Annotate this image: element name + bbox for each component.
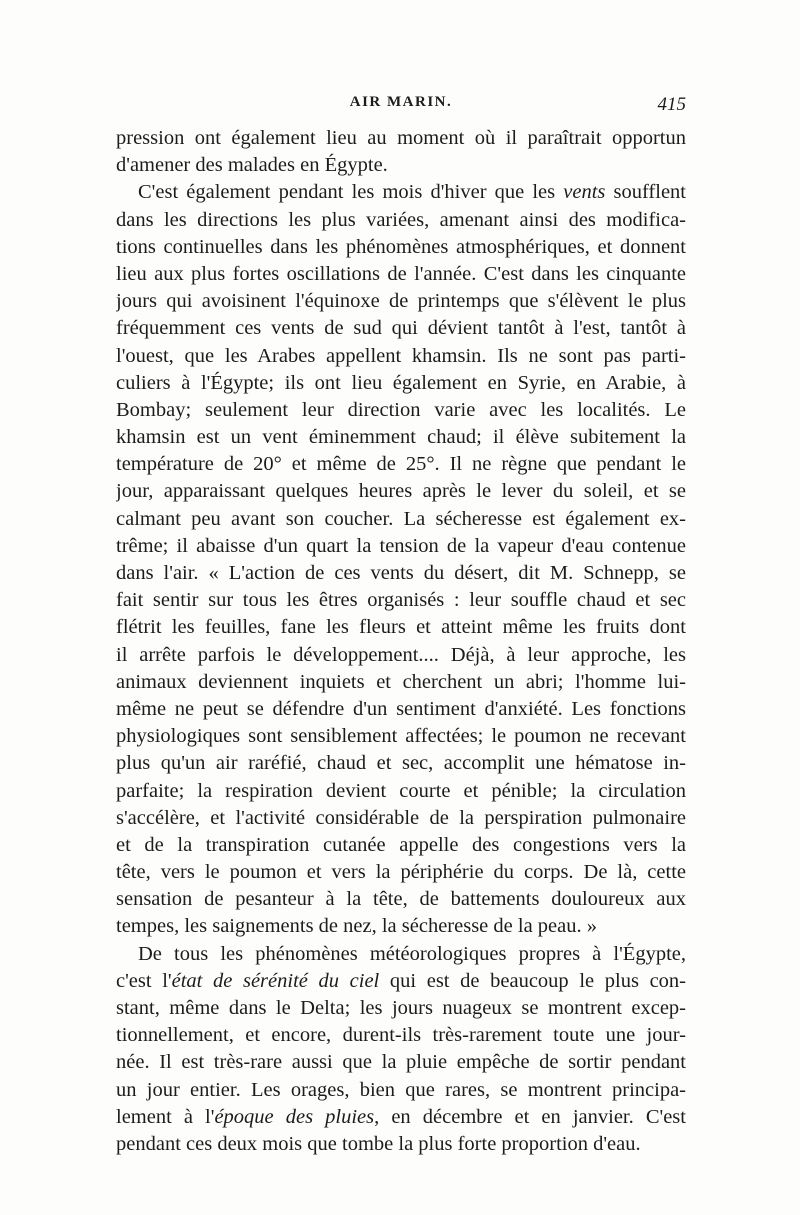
text-segment: jours qui avoisinent l'équinoxe de printemps que s'élèvent le plus [116,290,686,313]
text-segment: s'accélère, et l'activité considérable de la perspiration pulmonaire [116,806,686,829]
text-segment: parfaite; la respiration devient courte et pénible; la circulation [116,779,686,802]
text-segment: calmant peu avant son coucher. La sécheresse est également ex- [116,507,686,530]
text-segment: Bombay; seulement leur direction varie avec les localités. Le [116,398,686,421]
text-line [116,234,686,261]
text-line [116,750,686,777]
text-segment: De tous les phénomènes météorologiques propres à l'Égypte, [138,942,686,965]
text-line [116,696,686,723]
italic-text: vents [563,181,606,204]
body-text [116,125,686,1158]
text-line [116,614,686,641]
text-segment: l'ouest, que les Arabes appellent khamsin. Ils ne sont pas parti- [116,344,686,367]
text-segment: c'est l' [116,969,172,992]
text-segment: culiers à l'Égypte; ils ont lieu également en Syrie, en Arabie, à [116,371,686,394]
text-line [116,805,686,832]
text-segment: , en décembre et en janvier. C'est [374,1105,686,1128]
text-line [116,669,686,696]
text-line [116,642,686,669]
text-line [116,913,686,940]
text-line [116,315,686,342]
text-line [116,1049,686,1076]
text-segment: un jour entier. Les orages, bien que rares, se montrent principa- [116,1078,686,1101]
text-line [116,506,686,533]
text-line [116,370,686,397]
text-line [116,478,686,505]
text-segment: sensation de pesanteur à la tête, de battements douloureux aux [116,888,686,911]
text-line [116,941,686,968]
text-line [116,207,686,234]
text-segment: qui est de beaucoup le plus con- [379,969,686,992]
text-line [116,832,686,859]
page-number: 415 [657,94,686,115]
text-line [116,1077,686,1104]
text-segment: tionnellement, et encore, durent-ils très-rarement toute une jour- [116,1024,686,1047]
text-segment: fait sentir sur tous les êtres organisés : leur souffle chaud et sec [116,589,686,612]
text-segment: animaux deviennent inquiets et cherchent un abri; l'homme lui- [116,670,686,693]
text-segment: jour, apparaissant quelques heures après le lever du soleil, et se [116,480,686,503]
text-segment: température de 20° et même de 25°. Il ne règne que pendant le [116,453,686,476]
text-line [116,343,686,370]
text-segment: pendant ces deux mois que tombe la plus forte proportion d'eau. [116,1132,641,1155]
text-line [116,451,686,478]
text-segment: khamsin est un vent éminemment chaud; il élève subitement la [116,426,686,449]
text-line [116,587,686,614]
text-segment: stant, même dans le Delta; les jours nuageux se montrent excep- [116,997,686,1019]
text-line [116,995,686,1022]
text-line [116,125,686,152]
text-segment: lieu aux plus fortes oscillations de l'année. C'est dans les cinquante [116,262,686,285]
text-line [116,859,686,886]
text-segment: tête, vers le poumon et vers la périphérie du corps. De là, cette [116,861,686,884]
text-segment: soufflent [605,181,686,204]
running-header [116,94,686,118]
text-segment: dans les directions les plus variées, amenant ainsi des modifica- [116,208,686,231]
text-segment: et de la transpiration cutanée appelle des congestions vers la [116,833,686,856]
text-segment: il arrête parfois le développement.... Déjà, à leur approche, les [116,643,686,666]
italic-text: époque des pluies [214,1105,375,1128]
text-line [116,886,686,913]
text-line [116,1131,686,1158]
text-line [116,778,686,805]
text-segment: trême; il abaisse d'un quart la tension de la vapeur d'eau contenue [116,534,686,557]
text-line [116,288,686,315]
text-segment: dans l'air. « L'action de ces vents du désert, dit M. Schnepp, se [116,562,686,584]
text-line [116,397,686,424]
text-line [116,261,686,288]
running-title: AIR MARIN. [349,94,453,110]
text-segment: C'est également pendant les mois d'hiver que les [138,181,564,204]
text-segment: tions continuelles dans les phénomènes atmosphériques, et donnent [116,235,686,258]
text-line [116,424,686,451]
text-line [116,179,686,206]
text-segment: fréquemment ces vents de sud qui dévient tantôt à l'est, tantôt à [116,317,686,340]
text-segment: née. Il est très-rare aussi que la pluie empêche de sortir pendant [116,1051,686,1074]
text-segment: tempes, les saignements de nez, la sécheresse de la peau. » [116,915,597,938]
text-line [116,968,686,995]
text-line [116,152,686,179]
text-segment: physiologiques sont sensiblement affectées; le poumon ne recevant [116,725,686,748]
text-line [116,1022,686,1049]
text-segment: même ne peut se défendre d'un sentiment d'anxiété. Les fonctions [116,697,686,720]
italic-text: état de sérénité du ciel [171,969,380,992]
text-segment: pression ont également lieu au moment où il paraîtrait opportun [116,127,686,149]
text-segment: plus qu'un air raréfié, chaud et sec, accomplit une hématose in- [116,752,686,775]
text-line [116,723,686,750]
text-line [116,560,686,587]
text-segment: flétrit les feuilles, fane les fleurs et atteint même les fruits dont [116,616,686,639]
text-line [116,533,686,560]
text-line [116,1104,686,1131]
text-segment: d'amener des malades en Égypte. [116,154,388,177]
text-segment: lement à l' [116,1105,215,1128]
